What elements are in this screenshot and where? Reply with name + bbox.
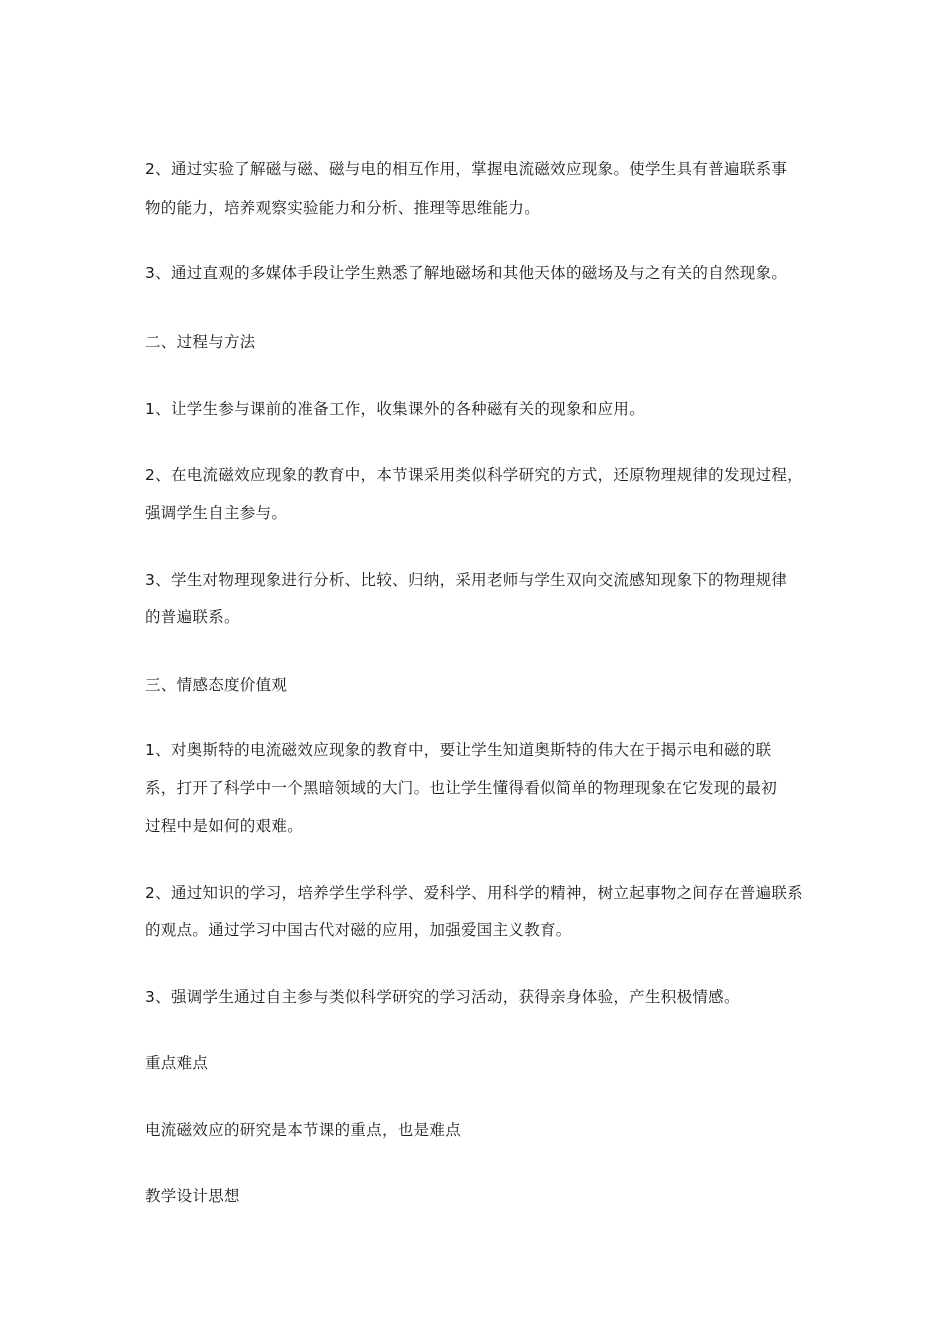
paragraph-line: 1、对奥斯特的电流磁效应现象的教育中，要让学生知道奥斯特的伟大在于揭示电和磁的联: [145, 741, 772, 759]
paragraph-line: 3、强调学生通过自主参与类似科学研究的学习活动，获得亲身体验，产生积极情感。: [145, 988, 740, 1006]
paragraph-line: 强调学生自主参与。: [145, 504, 288, 522]
paragraph-line: 电流磁效应的研究是本节课的重点，也是难点: [145, 1121, 462, 1139]
paragraph-line: 3、通过直观的多媒体手段让学生熟悉了解地磁场和其他天体的磁场及与之有关的自然现象。: [145, 264, 788, 282]
paragraph-line: 3、学生对物理现象进行分析、比较、归纳，采用老师与学生双向交流感知现象下的物理规律: [145, 571, 788, 589]
section-heading: 三、情感态度价值观: [145, 676, 288, 694]
paragraph-line: 2、通过实验了解磁与磁、磁与电的相互作用，掌握电流磁效应现象。使学生具有普遍联系事: [145, 160, 788, 178]
section-heading: 二、过程与方法: [145, 333, 256, 351]
section-heading: 重点难点: [145, 1054, 209, 1072]
paragraph-line: 系，打开了科学中一个黑暗领域的大门。也让学生懂得看似简单的物理现象在它发现的最初: [145, 779, 778, 797]
paragraph-line: 2、在电流磁效应现象的教育中，本节课采用类似科学研究的方式，还原物理规律的发现过程，: [145, 466, 803, 484]
paragraph-line: 的观点。通过学习中国古代对磁的应用，加强爱国主义教育。: [145, 921, 572, 939]
paragraph-line: 1、让学生参与课前的准备工作，收集课外的各种磁有关的现象和应用。: [145, 400, 645, 418]
paragraph-line: 物的能力，培养观察实验能力和分析、推理等思维能力。: [145, 199, 541, 217]
paragraph-line: 2、通过知识的学习，培养学生学科学、爱科学、用科学的精神，树立起事物之间存在普遍联系: [145, 884, 803, 902]
section-heading: 教学设计思想: [145, 1187, 240, 1205]
paragraph-line: 过程中是如何的艰难。: [145, 817, 304, 835]
paragraph-line: 的普遍联系。: [145, 608, 240, 626]
